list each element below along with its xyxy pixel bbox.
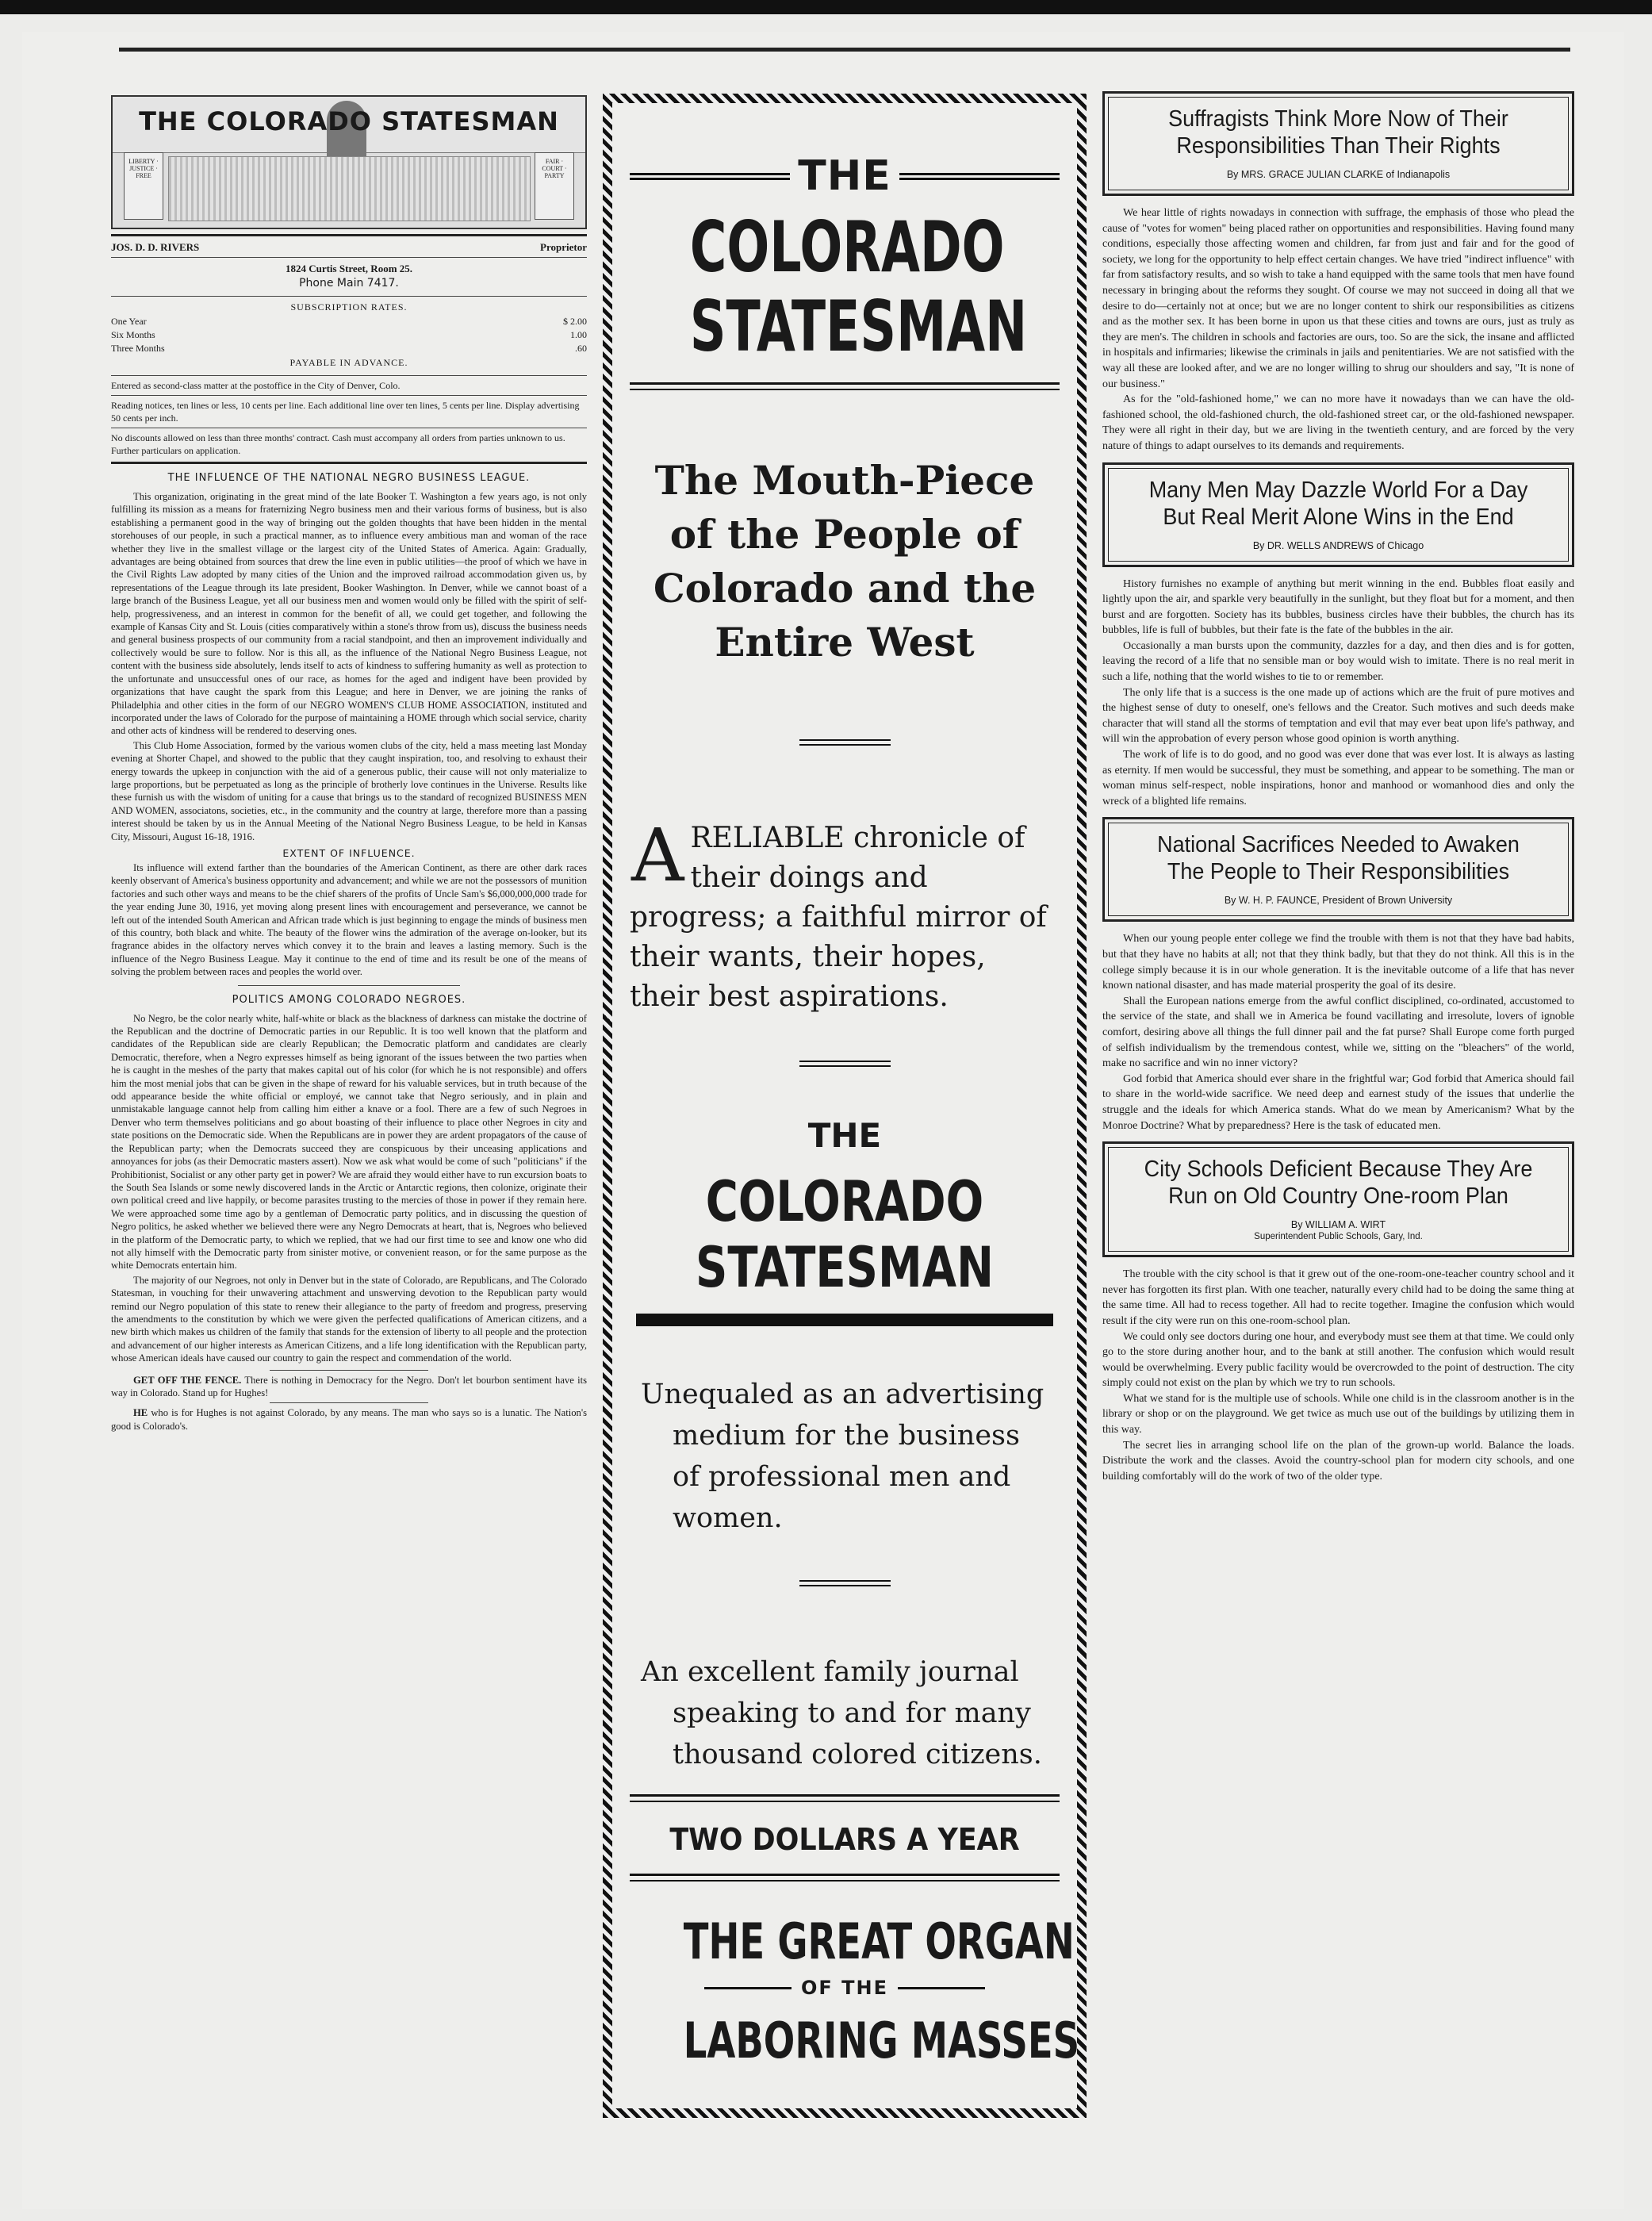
article-subheading: EXTENT OF INFLUENCE.: [282, 846, 416, 859]
rate-term: One Year: [111, 316, 147, 327]
divider: [270, 1402, 428, 1403]
ad-title-line2: [630, 287, 1060, 366]
statesman-ad: [630, 121, 1080, 2091]
rate-row: [111, 342, 587, 355]
ad-black-bar: [630, 1310, 1060, 1326]
ad-unequaled-line: of professional men and: [673, 1461, 1011, 1493]
advertisement-column: [603, 94, 1087, 2124]
ad-masses-text: LABORING MASSES: [683, 2012, 1080, 2069]
proprietor-name: JOS. D. D. RIVERS: [111, 241, 200, 253]
ad-family-line: An excellent family journal: [641, 1656, 1019, 1688]
rate-price: .60: [575, 343, 587, 354]
ad-the2: [630, 1116, 1060, 1155]
masthead-left-pillar: LIBERTY · JUSTICE · FREE: [124, 152, 163, 220]
ad-reliable-text: chronicle of their doings and progress; a faithful mirror of their wants, their hopes, their best aspirations.: [630, 822, 1047, 1013]
ad-title-line1: [630, 208, 1060, 287]
headline: Responsibilities Than Their Rights: [1176, 133, 1501, 159]
article-paragraph: This Club Home Association, formed by the various women clubs of the city, held a mass meeting last Monday evening at Shorter Chapel, and showed to the public that they caught inspiration, too, and resolving to exhaust their energy towards the upkeep in conjunction with the aid of a generous public, their cause will not only materialize to large proportions, but be perpetuated as long as the principle of brotherly love continues in the Universe. Results like these furnish us with the wisdom of uniting for a cause that brings us to the standard of recognized BUSINESS MEN AND WOMEN, associatons, societies, etc., in the community and the country at large, therefore more than a passing interest should be taken by us in the Annual Meeting of the National Negro Business League, to be held in Kansas City, Missouri, August 16-18, 1916.: [111, 739, 587, 842]
headline: Many Men May Dazzle World For a Day: [1148, 477, 1528, 503]
ad-mouthpiece: [630, 454, 1060, 669]
ad-unequaled-line: women.: [673, 1502, 783, 1534]
headline: City Schools Deficient Because They Are: [1144, 1157, 1533, 1183]
byline: By W. H. P. FAUNCE, President of Brown University: [1224, 895, 1453, 907]
fence-lead: GET OFF THE FENCE.: [133, 1374, 242, 1386]
ad-of-the: [630, 1977, 1060, 1999]
ad-family: [630, 1651, 1060, 1775]
article-heading: POLITICS AMONG COLORADO NEGROES.: [232, 993, 466, 1006]
headline: But Real Merit Alone Wins in the End: [1163, 504, 1514, 530]
fence-text: There is nothing in Democracy for the Negro. Don't let bourbon sentiment have its way in Colorado. Stand up for Hughes!: [111, 1374, 587, 1398]
ad-drop-cap: A: [631, 813, 684, 898]
article-paragraph: As for the "old-fashioned home," we can no more have it nowadays than we can have the old-fashioned school, the old-fashioned church, the old-fashioned street car, or the old-fashioned newspaper. They were all right in their day, but we are living in the twentieth century, and are forced by the very nature of things to adapt ourselves to its demands and requirements.: [1102, 393, 1574, 452]
headline: National Sacrifices Needed to Awaken: [1157, 832, 1520, 858]
headline: Run on Old Country One-room Plan: [1168, 1183, 1508, 1210]
ad-title2-colorado: COLORADO: [705, 1169, 984, 1234]
ad-double-rule: [630, 1874, 1060, 1882]
fence-paragraph: [111, 1374, 587, 1400]
hughes-text: who is for Hughes is not against Colorado, by any means. The man who says so is a lunatic. The Nation's good is Colorado's.: [111, 1407, 587, 1432]
ad-masses: [630, 2012, 1080, 2069]
proprietor-line: [111, 236, 587, 257]
ad-rule: [899, 173, 1060, 180]
statesman-ad-border: [603, 94, 1087, 2118]
ad-rule: [704, 1987, 792, 1989]
article-paragraph: What we stand for is the multiple use of schools. While one child is in the classroom another is in the library or shop or on the playground. We get twice as much use out of the buildings by utilizing them in this way.: [1102, 1392, 1574, 1437]
rate-term: Three Months: [111, 343, 165, 354]
headline-box: [1102, 817, 1574, 922]
publisher-phone: Phone Main 7417.: [299, 277, 399, 290]
ad-title2-statesman: STATESMAN: [696, 1235, 994, 1300]
ad-the-row: [630, 152, 1060, 200]
article-paragraph: Its influence will extend farther than the boundaries of the American Continent, as there are other dark races keenly observant of America's business opportunity and advancement; and while we are not the possessors of munition factories and such other ways and means to be the chief sharers of the profits of Uncle Sam's $6,000,000,000 trade for the year ending June 30, 1916, yet moving along present lines with encouragement and perseverance, we cannot be left out of the intended South American and African trade which is just beginning to engage the minds of business men of this country, both black and white. The beauty of the flower wins the admiration of the average on-looker, but its fragrance abides in the olfactory nerves which convey it to the brain and leaves a lasting memory. Such is the influence of the Negro Business League. May it continue to the end of time and its result be one of the means of solving the problem between races and peoples the world over.: [111, 861, 587, 978]
editorial-column: [111, 95, 587, 2126]
article-paragraph: God forbid that America should ever share in the frightful war; God forbid that America should fail to share in the world-wide sacrifice. We need deep and earnest study of the issues that underlie the struggle and the ideals for which America stands. What do we mean by Americanism? What by the Monroe Doctrine? What by preparedness? Here is the task of educated men.: [1102, 1072, 1574, 1132]
article-paragraph: The secret lies in arranging school life on the plan of the grown-up world. Balance the loads. Distribute the work and the classes. Avoid the country-school plan for modern city schools, and one building comfortably will do the work of two of the older type.: [1102, 1439, 1574, 1483]
byline-title: Superintendent Public Schools, Gary, Ind.: [1254, 1232, 1423, 1242]
article-paragraph: History furnishes no example of anything but merit winning in the end. Bubbles float easily and lightly upon the air, and sparkle very beautifully in the sunlight, but they float but for a moment, and then burst and are forgotten. Society has its bubbles, business circles have their bubbles, the church has its bubbles, life is full of bubbles, but their fate is the fate of the bubbles in the air.: [1102, 577, 1574, 637]
masthead: [111, 95, 587, 229]
reading-notice: Reading notices, ten lines or less, 10 cents per line. Each additional line over ten lines, 5 cents per line. Display advertising 50 cents per inch.: [111, 400, 580, 424]
ad-unequaled: [630, 1374, 1060, 1539]
ad-great-text: THE GREAT ORGAN: [683, 1912, 1075, 1970]
ad-reliable-caps: RELIABLE: [690, 822, 845, 854]
headline-box: [1102, 462, 1574, 567]
ad-rule: [898, 1987, 985, 1989]
ad-short-rule: [630, 1061, 1060, 1067]
ad-reliable: [630, 813, 1060, 1017]
byline: By MRS. GRACE JULIAN CLARKE of Indianapolis: [1226, 169, 1451, 180]
article-paragraph: The majority of our Negroes, not only in Denver but in the state of Colorado, are Republicans, and The Colorado Statesman, in vouching for their unwavering attachment and unswerving devotion to the Republican party would remind our Negro population of this state to renew their allegiance to the party of freedom and progress, preserving the amendments to the constitution by which we were given the perfected qualifications of American citizens, and a new birth which makes us children of the family that stands for the extension of liberty to all people and the protection and advancement of our higher interests as American Citizens, and a life long identification with the Republican party, whose American ideals have caused our country to gain the respect and commendation of the world.: [111, 1274, 587, 1364]
payable-notice: PAYABLE IN ADVANCE.: [289, 357, 408, 368]
headline: Suffragists Think More Now of Their: [1168, 106, 1508, 132]
scan-top-border: [0, 0, 1652, 14]
proprietor-role: Proprietor: [540, 241, 587, 253]
ad-double-rule: [630, 1794, 1060, 1802]
article-paragraph: The trouble with the city school is that it grew out of the one-room-one-teacher country school and it never has forgotten its first plan. With one teacher, naturally every child had to be doing the same thing at the same time. All had to recess together. All had to recite together. Imagine the confusion which would result if the city were run on this one-room-school plan.: [1102, 1268, 1574, 1327]
entered-notice: Entered as second-class matter at the postoffice in the City of Denver, Colo.: [111, 380, 401, 391]
ad-great-organ: [630, 1912, 1075, 1970]
ad-title2-line2: [630, 1235, 1060, 1300]
ad-title2-line1: [630, 1169, 1060, 1234]
ad-short-rule: [630, 739, 1060, 746]
subscription-heading: SUBSCRIPTION RATES.: [290, 301, 408, 313]
headline-box: [1102, 1141, 1574, 1257]
headline-box: [1102, 91, 1574, 196]
ad-title-statesman: STATESMAN: [689, 286, 1028, 367]
ad-family-line: speaking to and for many: [673, 1697, 1031, 1729]
discount-notice: No discounts allowed on less than three months' contract. Cash must accompany all orders from parties unknown to us. Further particulars on application.: [111, 432, 565, 456]
ad-mouthpiece-text: The Mouth-Piece of the People of Colorado and the Entire West: [653, 457, 1037, 666]
headline: The People to Their Responsibilities: [1167, 859, 1510, 885]
byline: By WILLIAM A. WIRT: [1290, 1219, 1386, 1231]
opinion-column: [1102, 91, 1574, 2122]
masthead-right-pillar: FAIR · COURT · PARTY: [535, 152, 574, 220]
article-heading: THE INFLUENCE OF THE NATIONAL NEGRO BUSINESS LEAGUE.: [167, 472, 531, 484]
rate-price: 1.00: [570, 329, 587, 340]
ad-the-2: THE: [807, 1116, 882, 1155]
ad-rule: [630, 173, 790, 180]
ad-double-rule: [630, 382, 1060, 390]
ad-title-colorado: COLORADO: [689, 206, 1005, 288]
ad-unequaled-line: medium for the business: [673, 1420, 1020, 1452]
ad-short-rule: [630, 1580, 1060, 1586]
article-paragraph: We hear little of rights nowadays in connection with suffrage, the emphasis of those who plead the cause of "votes for women" being placed rather on opportunities and responsibilities. Having found many conditions, especially those affecting women and children, far from just and fair and for the good of society, we long for the opportunity to help effect certain changes. We have tried "indirect influence" with far from satisfactory results, and so wish to take a hand equipped with the same tools that men have found necessary in bringing about the reforms they sought. Of course we may not succeed in doing all that we desire to do—certainly not at once; but we are no longer content to shirk our responsibilities as citizens and as the mother sex. It has been borne in upon us that these cities and towns are ours, just as truly as they are men's. The children in schools and factories are ours, too. So are the sick, the insane and afflicted in hospitals and infirmaries; likewise the criminals in jails and penitentiaries. We are not satisfied with the way all these are looked after, and we are no longer willing to shrug our shoulders and say, "It is none of our business.": [1102, 207, 1574, 390]
publisher-address: 1824 Curtis Street, Room 25.: [285, 263, 413, 274]
article-paragraph: Occasionally a man bursts upon the community, dazzles for a day, and then dies and is for gotten, leaving the record of a life that no sensible man or boy would wish to imitate. There is no real merit in such a life, nothing that the world wishes to tie to or remember.: [1102, 639, 1574, 684]
rate-price: $ 2.00: [563, 316, 587, 327]
article-paragraph: The work of life is to do good, and no good was ever done that was ever lost. It is always as lasting as eternity. If men would be successful, they must be something, and appear to be something. The man or woman minus self-respect, noble inspirations, honor and manhood or womanhood dies and only the wreck of a blighted life remains.: [1102, 749, 1574, 807]
rate-row: [111, 328, 587, 342]
masthead-illustration: [168, 156, 531, 221]
ad-price-text: TWO DOLLARS A YEAR: [669, 1822, 1020, 1857]
hughes-lead: HE: [133, 1407, 148, 1419]
masthead-title: THE COLORADO STATESMAN: [139, 106, 559, 136]
rate-term: Six Months: [111, 329, 155, 340]
article-paragraph: We could only see doctors during one hour, and everybody must see them at that time. We could only go to the store during another hour, and to the bank at still another. The confusion which would result would be overwhelming. Every public facility would be overcrowded to the point of destruction. The city simply could not exist on the plan by which we try to run schools.: [1102, 1330, 1574, 1390]
ad-the: THE: [798, 152, 891, 200]
article-paragraph: The only life that is a success is the one made up of actions which are the fruit of pure motives and the highest sense of duty to oneself, one's fellows and the Creator. Such motives and such deeds make character that will stand all the storms of temptation and evil that may ever beat upon life's pathway, and will win the approbation of every person whose good opinion is worth anything.: [1102, 686, 1574, 746]
article-paragraph: This organization, originating in the great mind of the late Booker T. Washington a few years ago, is not only fulfilling its mission as a means for fraternizing Negro business men and their various forms of business, but is also establishing a permanent good in the way of bringing out the golden thoughts that have been hidden in the mental storehouses of our people, in such a practical manner, as to influence every ambitious man and woman of the race whether they live in the smallest village or the largest city of the United States of America. Again: Gradually, advantages are being obtained from sources that drew the line even in public utilities—the proof of which we have in the Civil Rights Law adopted by many cities of the Union and the improved railroad accommodation given us, by representations of the League through its late president, Booker Washington. In Denver, while we cannot boast of a large branch of the Business League, yet all our business men and women would only be filled with the spirit of self-help, progressiveness, and an interest in common for the benefit of all, we could get together, and following the example of Kansas City and St. Louis (cities comparatively within a stone's throw from us), discuss the business needs and general business prospects of our community from a racial standpoint, and then an improvement individually and collectively would be sure to follow. Nor is this all, as the influence of the National Negro Business League, not content with the business side absolutely, lends itself to acts of kindness to suffering humanity as well as protection to the unfortunate and unsuccessful ones of our race, as homes for the aged and indigent have been provided by organizations that have caught the spark from this League; and here in Denver, we are joining the ranks of Philadelphia and other cities in the form of our NEGRO WOMEN'S CLUB HOME ASSOCIATION, instituted and incorporated under the laws of Colorado for the purpose of maintaining a HOME through which social service, charity and other acts of kindness will be rendered to deserving ones.: [111, 491, 587, 737]
ad-unequaled-line: Unequaled as an advertising: [641, 1379, 1044, 1410]
article-paragraph: No Negro, be the color nearly white, half-white or black as the blackness of darkness can mistake the doctrine of the Republican and the doctrine of Democratic parties in our Republic. It is too well known that the platform and candidates of the Republican side are clearly Republican; the Democratic platform and candidates are clearly Democratic, therefore, when a Negro expresses himself as being ignorant of the issues between the two parties when he is caught in the meshes of the party that makes capital out of his color (for which he is not responsible) and offers him the most menial jobs that can be given in the shape of reward for his valuable services, but in truth because of the odd appearance beside the white official or employé, we cannot take that Negro seriously, and in plain and unmistakable language cannot help from calling him either a knave or a fool. There are a few of such Negroes in Denver who term themselves politicians and go about boasting of their influence to place other Negroes in city and state positions on the Democratic side. When the Republicans are in power they are ardent propagators of the cause of the Republican party; when the Democrats succeed they are conspicuous by their unceasing applications and annoyances for jobs (as their Democratic masters assert). Now we ask what would be come of such "politicians" if the Prohibitionist, Socialist or any other party get in power? We are afraid they would either have to run excursion boats to the South Sea Islands or some newly discovered lands in the Arctic or Antarctic regions, then colonize, originate their own political creed and live happily, or become parasites trusting to the mercies of those in power if they remain here. We were approached some time ago by a gentleman of Democratic party politics, and in discussing the question of Negro politics, he asked whether we believed there were any Negro Democrats at heart, that is, Negroes who believed in the platform of the Democratic party, to which we replied, that we had our first time to see and know one who did not ally himself with the Democratic party from sinister motive, or convenient reason, or for the same purpose as the white Democrats entertain him.: [111, 1012, 587, 1272]
rate-row: [111, 315, 587, 328]
hughes-paragraph: [111, 1406, 587, 1433]
article-paragraph: When our young people enter college we find the trouble with them is not that they have bad habits, but that they have no habits at all; not that they think badly, but that they do not think. All this is in the college simply because it is in our whole generation. It is the inevitable outcome of a life that has never known national disaster, and has made material prosperity the goal of its desire.: [1102, 933, 1574, 992]
ad-price: [630, 1822, 1060, 1857]
page-top-rule: [119, 48, 1570, 52]
divider: [270, 1370, 428, 1371]
ad-of-the-text: OF THE: [800, 1977, 888, 1999]
article-paragraph: Shall the European nations emerge from the awful conflict disciplined, co-ordinated, accustomed to the service of the state, and shall we in America be found vacillating and irresolute, lovers of ignoble comfort, desiring above all things the full dinner pail and the fat purse? Shall Europe come forth purged of selfish individualism by the tremendous contest, while we, sitting on the "bleachers" of the world, make no sacrifice and win no inner victory?: [1102, 995, 1574, 1070]
byline: By DR. WELLS ANDREWS of Chicago: [1252, 539, 1424, 551]
ad-family-line: thousand colored citizens.: [673, 1739, 1042, 1770]
